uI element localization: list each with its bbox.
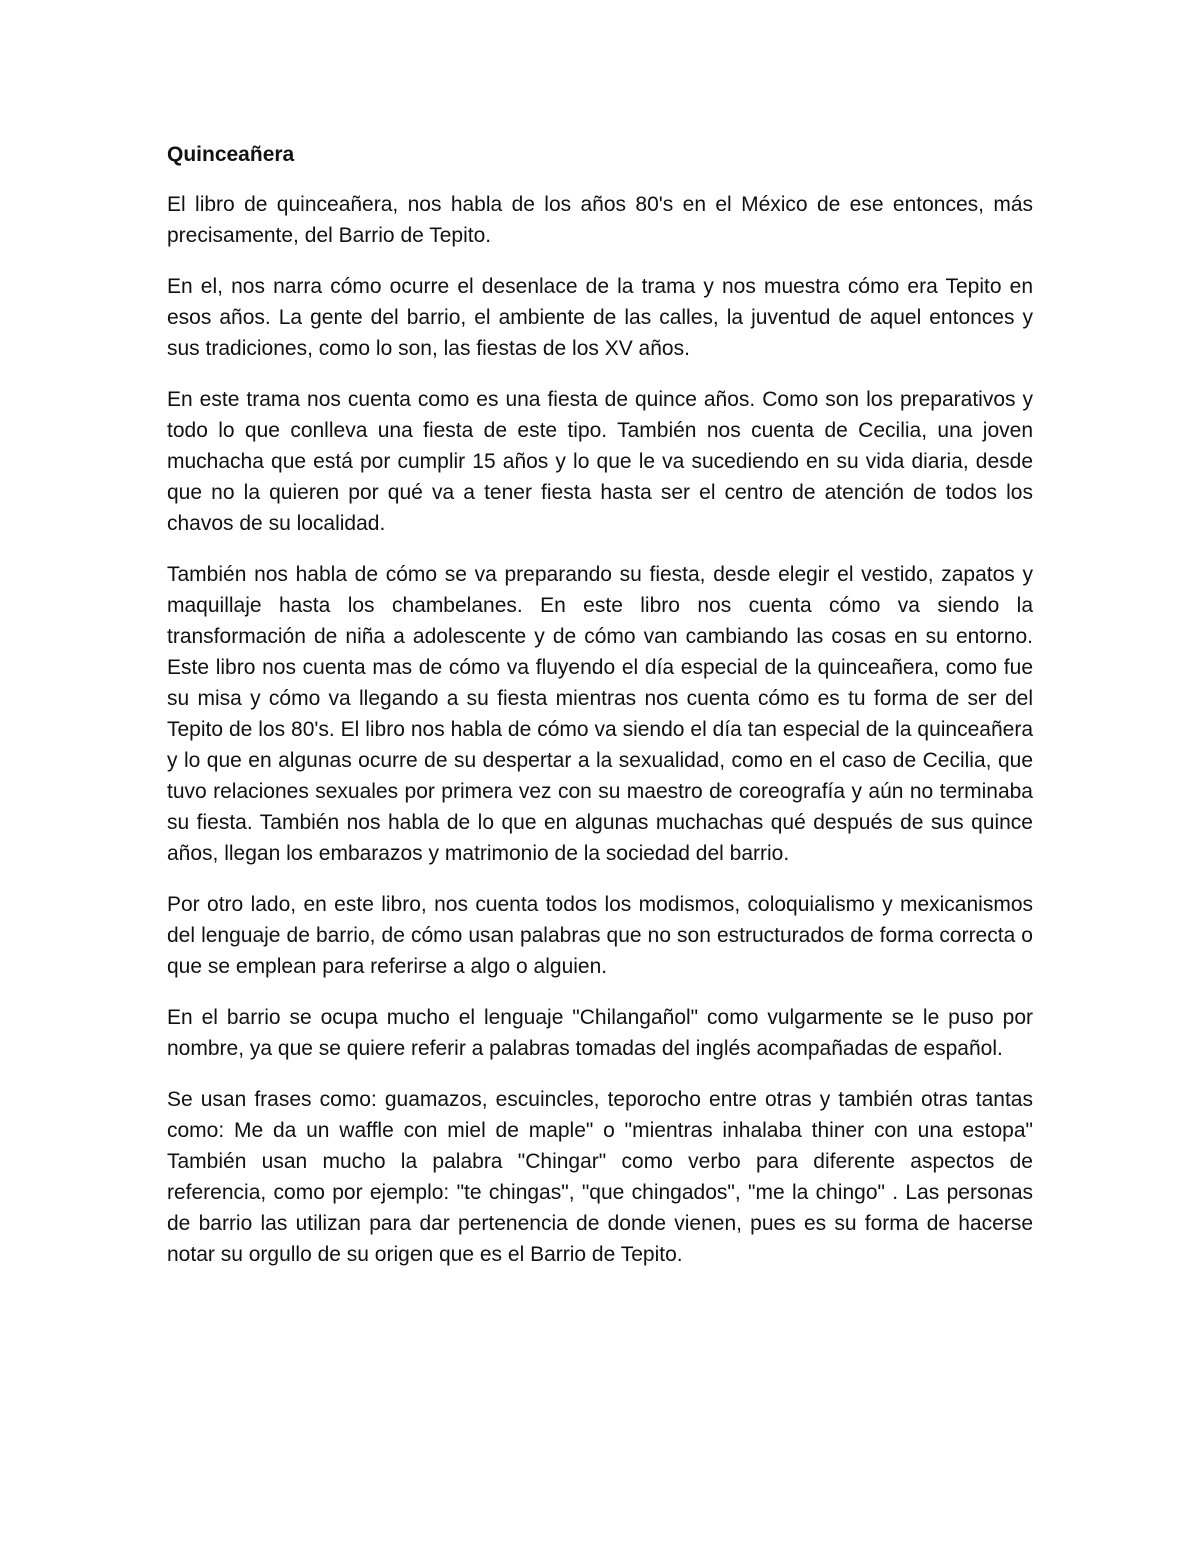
paragraph-6: En el barrio se ocupa mucho el lenguaje "Chilangañol" como vulgarmente se le puso por nombre, ya que se quiere referir a palabras tomadas del inglés acompañadas de español.: [167, 1006, 1033, 1060]
paragraph-4: También nos habla de cómo se va preparando su fiesta, desde elegir el vestido, zapatos y maquillaje hasta los chambelanes. En este libro nos cuenta cómo va siendo la transformación de niña a adolescente y de cómo van cambiando las cosas en su entorno. Este libro nos cuenta mas de cómo va fluyendo el día especial de la quinceañera, como fue su misa y cómo va llegando a su fiesta mientras nos cuenta cómo es tu forma de ser del Tepito de los 80's. El libro nos habla de cómo va siendo el día tan especial de la quinceañera y lo que en algunas ocurre de su despertar a la sexualidad, como en el caso de Cecilia, que tuvo relaciones sexuales por primera vez con su maestro de coreografía y aún no terminaba su fiesta. También nos habla de lo que en algunas muchachas qué después de sus quince años, llegan los embarazos y matrimonio de la sociedad del barrio.: [167, 563, 1033, 865]
paragraph-3: En este trama nos cuenta como es una fiesta de quince años. Como son los preparativos y todo lo que conlleva una fiesta de este tipo. También nos cuenta de Cecilia, una joven muchacha que está por cumplir 15 años y lo que le va sucediendo en su vida diaria, desde que no la quieren por qué va a tener fiesta hasta ser el centro de atención de todos los chavos de su localidad.: [167, 388, 1033, 535]
paragraph-5: Por otro lado, en este libro, nos cuenta todos los modismos, coloquialismo y mexicanismos del lenguaje de barrio, de cómo usan palabras que no son estructurados de forma correcta o que se emplean para referirse a algo o alguien.: [167, 893, 1033, 978]
paragraph-1: El libro de quinceañera, nos habla de los años 80's en el México de ese entonces, más precisamente, del Barrio de Tepito.: [167, 193, 1033, 247]
paragraph-7: Se usan frases como: guamazos, escuincles, teporocho entre otras y también otras tantas como: Me da un waffle con miel de maple" o "mientras inhalaba thiner con una estopa" También usan mucho la palabra "Chingar" como verbo para diferente aspectos de referencia, como por ejemplo: "te chingas", "que chingados", "me la chingo" . Las personas de barrio las utilizan para dar pertenencia de donde vienen, pues es su forma de hacerse notar su orgullo de su origen que es el Barrio de Tepito.: [167, 1088, 1033, 1266]
paragraph-2: En el, nos narra cómo ocurre el desenlace de la trama y nos muestra cómo era Tepito en esos años. La gente del barrio, el ambiente de las calles, la juventud de aquel entonces y sus tradiciones, como lo son, las fiestas de los XV años.: [167, 275, 1033, 360]
document-body: [167, 141, 1033, 1270]
document-title: Quinceañera: [167, 143, 295, 166]
